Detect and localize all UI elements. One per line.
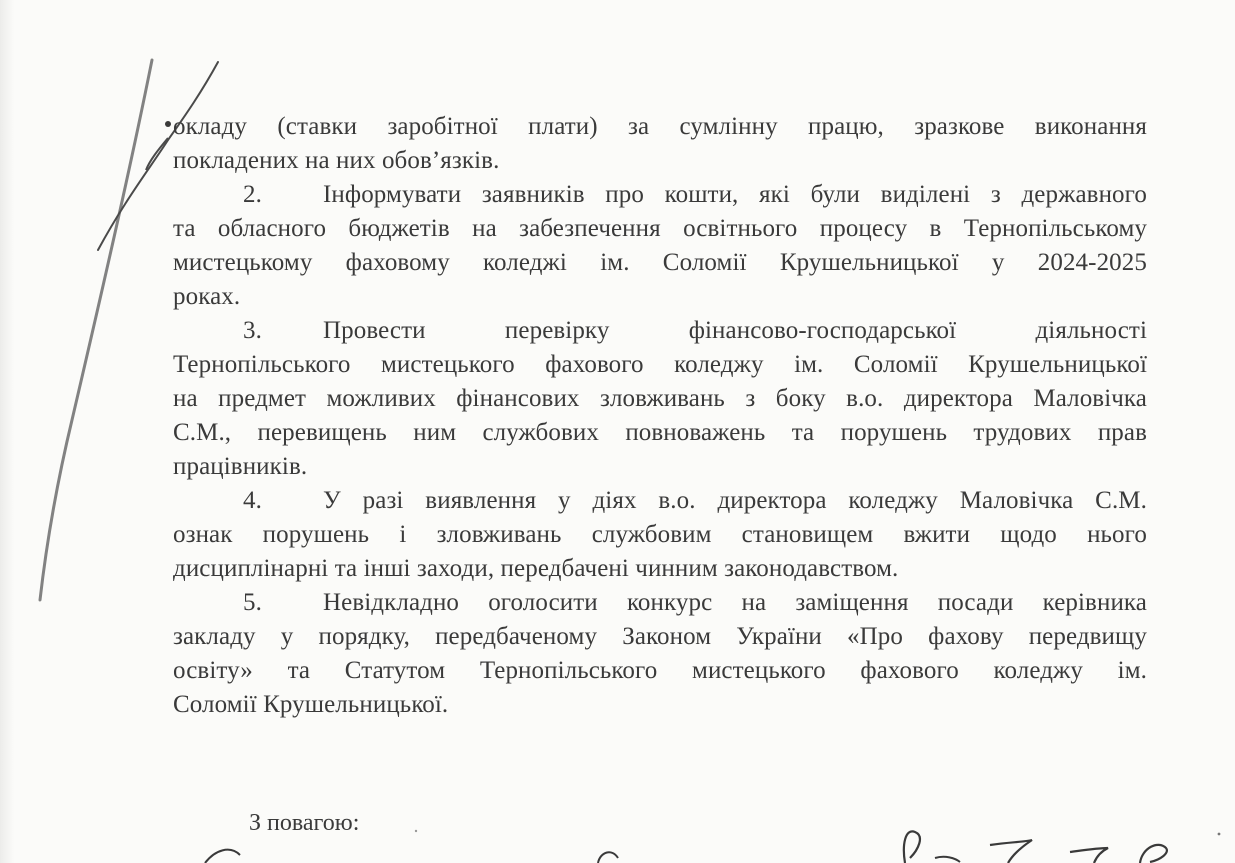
paragraph-2-first-line: 2. Інформувати заявників про кошти, які були виділені з державного [243,181,1147,208]
list-number: 3. [243,317,262,344]
list-number: 4. [243,487,262,514]
paragraph-5-first-line: 5. Невідкладно оголосити конкурс на заміщення посади керівника [243,589,1147,616]
paragraph-3-first-line: 3. Провести перевірку фінансово-господарської діяльності [243,317,1147,344]
body-line: Соломії Крушельницької. [173,691,449,718]
body-line: роках. [173,283,241,310]
body-line: Тернопільського мистецького фахового коледжу ім. Соломії Крушельницької [173,351,1147,378]
body-line: працівників. [173,453,308,480]
list-number: 5. [243,589,262,616]
body-line: дисциплінарні та інші заходи, передбачені чинним законодавством. [173,555,899,582]
body-line: закладу у порядку, передбаченому Законом України «Про фахову передвищу [173,623,1147,650]
body-line: мистецькому фаховому коледжі ім. Соломії Крушельницької у 2024-2025 [173,249,1147,276]
body-line: на предмет можливих фінансових зловживань з боку в.о. директора Маловічка [173,385,1147,412]
list-number: 2. [243,181,262,208]
body-line: ознак порушень і зловживань службовим становищем вжити щодо нього [173,521,1147,548]
body-line: освіту» та Статутом Тернопільського мистецького фахового коледжу ім. [173,657,1147,684]
body-line: та обласного бюджетів на забезпечення освітнього процесу в Тернопільському [173,215,1147,242]
paragraph-4-first-line: 4. У разі виявлення у діях в.о. директора коледжу Маловічка С.М. [243,487,1147,514]
body-line: С.М., перевищень ним службових повноважень та порушень трудових прав [173,419,1147,446]
closing-salutation: З повагою: [249,810,360,836]
body-line: покладених на них обов’язків. [173,147,500,174]
body-line: окладу (ставки заробітної плати) за сумлінну працю, зразкове виконання [173,113,1147,140]
